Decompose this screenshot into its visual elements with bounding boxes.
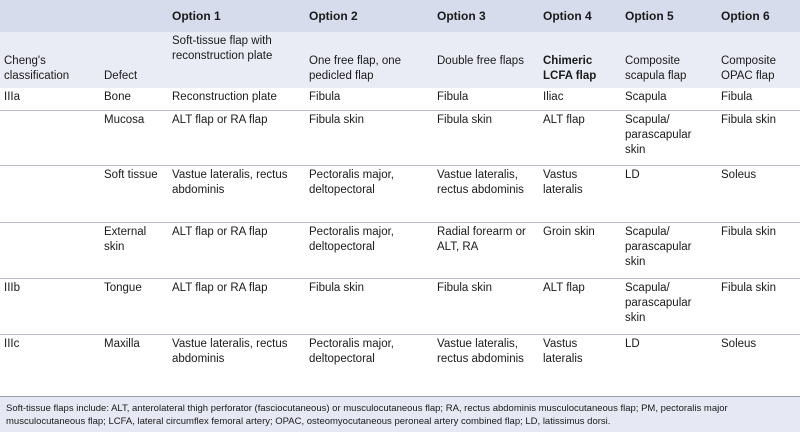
classification-cell: [0, 222, 100, 278]
option-6-cell: Soleus: [717, 334, 800, 392]
option-4-cell: ALT flap: [539, 110, 621, 165]
classification-header: Cheng's classification: [4, 55, 70, 82]
defect-cell: Maxilla: [100, 334, 168, 392]
option-6-cell: Soleus: [717, 165, 800, 222]
table-row: [0, 88, 800, 110]
defect-cell: Tongue: [100, 278, 168, 334]
option-4-header: Option 4: [543, 8, 592, 23]
column-header-row: [0, 32, 800, 88]
option-6-description: Composite OPAC flap: [721, 55, 776, 82]
option-6-cell: Fibula: [721, 91, 753, 103]
option-2-header: Option 2: [309, 8, 358, 23]
option-2-cell: Fibula skin: [305, 110, 433, 165]
table-footnote: Soft-tissue flaps include: ALT, anterolateral thigh perforator (fasciocutaneous) or musculocutaneous flap; RA, rectus abdominis musculocutaneous flap; PM, pectoralis major musculocutaneous flap; LCFA, lateral circumflex femoral artery; OPAC, osteomyocutaneous peroneal artery combined flap; LD, latissimus dorsi.: [0, 396, 800, 432]
options-header-row: [0, 0, 800, 32]
defect-header: Defect: [104, 70, 138, 82]
option-6-header: Option 6: [721, 8, 770, 23]
option-4-cell: ALT flap: [539, 278, 621, 334]
table-row: [0, 334, 800, 392]
option-3-cell: Fibula skin: [433, 110, 539, 165]
option-1-description: Soft-tissue flap with reconstruction plate: [172, 35, 273, 62]
defect-cell: Bone: [104, 91, 131, 103]
option-4-description: Chimeric LCFA flap: [543, 55, 597, 82]
defect-cell: Mucosa: [100, 110, 168, 165]
classification-cell: IIIa: [4, 91, 20, 103]
option-1-cell: Reconstruction plate: [172, 91, 277, 103]
option-6-cell: Fibula skin: [717, 222, 800, 278]
option-6-cell: Fibula skin: [717, 110, 800, 165]
classification-cell: IIIb: [0, 278, 100, 334]
option-1-cell: ALT flap or RA flap: [168, 110, 305, 165]
option-5-cell: Scapula: [625, 91, 667, 103]
option-4-cell: Vastus lateralis: [539, 165, 621, 222]
option-4-cell: Groin skin: [539, 222, 621, 278]
table-row: [0, 278, 800, 334]
option-3-cell: Fibula: [437, 91, 469, 103]
empty-cell: [100, 0, 168, 32]
option-1-header: Option 1: [172, 8, 221, 23]
table-row: [0, 110, 800, 165]
defect-cell: Soft tissue: [100, 165, 168, 222]
option-1-cell: ALT flap or RA flap: [168, 278, 305, 334]
option-1-cell: Vastue lateralis, rectus abdominis: [168, 165, 305, 222]
option-5-cell: Scapula/ parascapular skin: [621, 110, 717, 165]
option-2-cell: Fibula skin: [305, 278, 433, 334]
option-3-cell: Radial forearm or ALT, RA: [433, 222, 539, 278]
classification-cell: [0, 165, 100, 222]
option-3-cell: Fibula skin: [433, 278, 539, 334]
option-5-cell: LD: [621, 165, 717, 222]
option-2-description: One free flap, one pedicled flap: [309, 55, 402, 82]
option-4-cell: Vastus lateralis: [539, 334, 621, 392]
table-row: [0, 222, 800, 278]
option-1-cell: Vastue lateralis, rectus abdominis: [168, 334, 305, 392]
option-1-cell: ALT flap or RA flap: [168, 222, 305, 278]
option-5-description: Composite scapula flap: [625, 55, 687, 82]
option-5-header: Option 5: [625, 8, 674, 23]
option-2-cell: Pectoralis major, deltopectoral: [305, 222, 433, 278]
option-2-cell: Pectoralis major, deltopectoral: [305, 165, 433, 222]
table-row: [0, 165, 800, 222]
defect-cell: External skin: [100, 222, 168, 278]
empty-cell: [0, 0, 100, 32]
option-6-cell: Fibula skin: [717, 278, 800, 334]
option-2-cell: Pectoralis major, deltopectoral: [305, 334, 433, 392]
option-3-header: Option 3: [437, 8, 486, 23]
classification-cell: [0, 110, 100, 165]
classification-cell: IIIc: [0, 334, 100, 392]
option-3-cell: Vastue lateralis, rectus abdominis: [433, 165, 539, 222]
option-3-cell: Vastue lateralis, rectus abdominis: [433, 334, 539, 392]
option-3-description: Double free flaps: [437, 55, 524, 67]
option-5-cell: Scapula/ parascapular skin: [621, 222, 717, 278]
option-5-cell: Scapula/ parascapular skin: [621, 278, 717, 334]
option-2-cell: Fibula: [309, 91, 341, 103]
option-4-cell: Iliac: [543, 91, 564, 103]
option-5-cell: LD: [621, 334, 717, 392]
